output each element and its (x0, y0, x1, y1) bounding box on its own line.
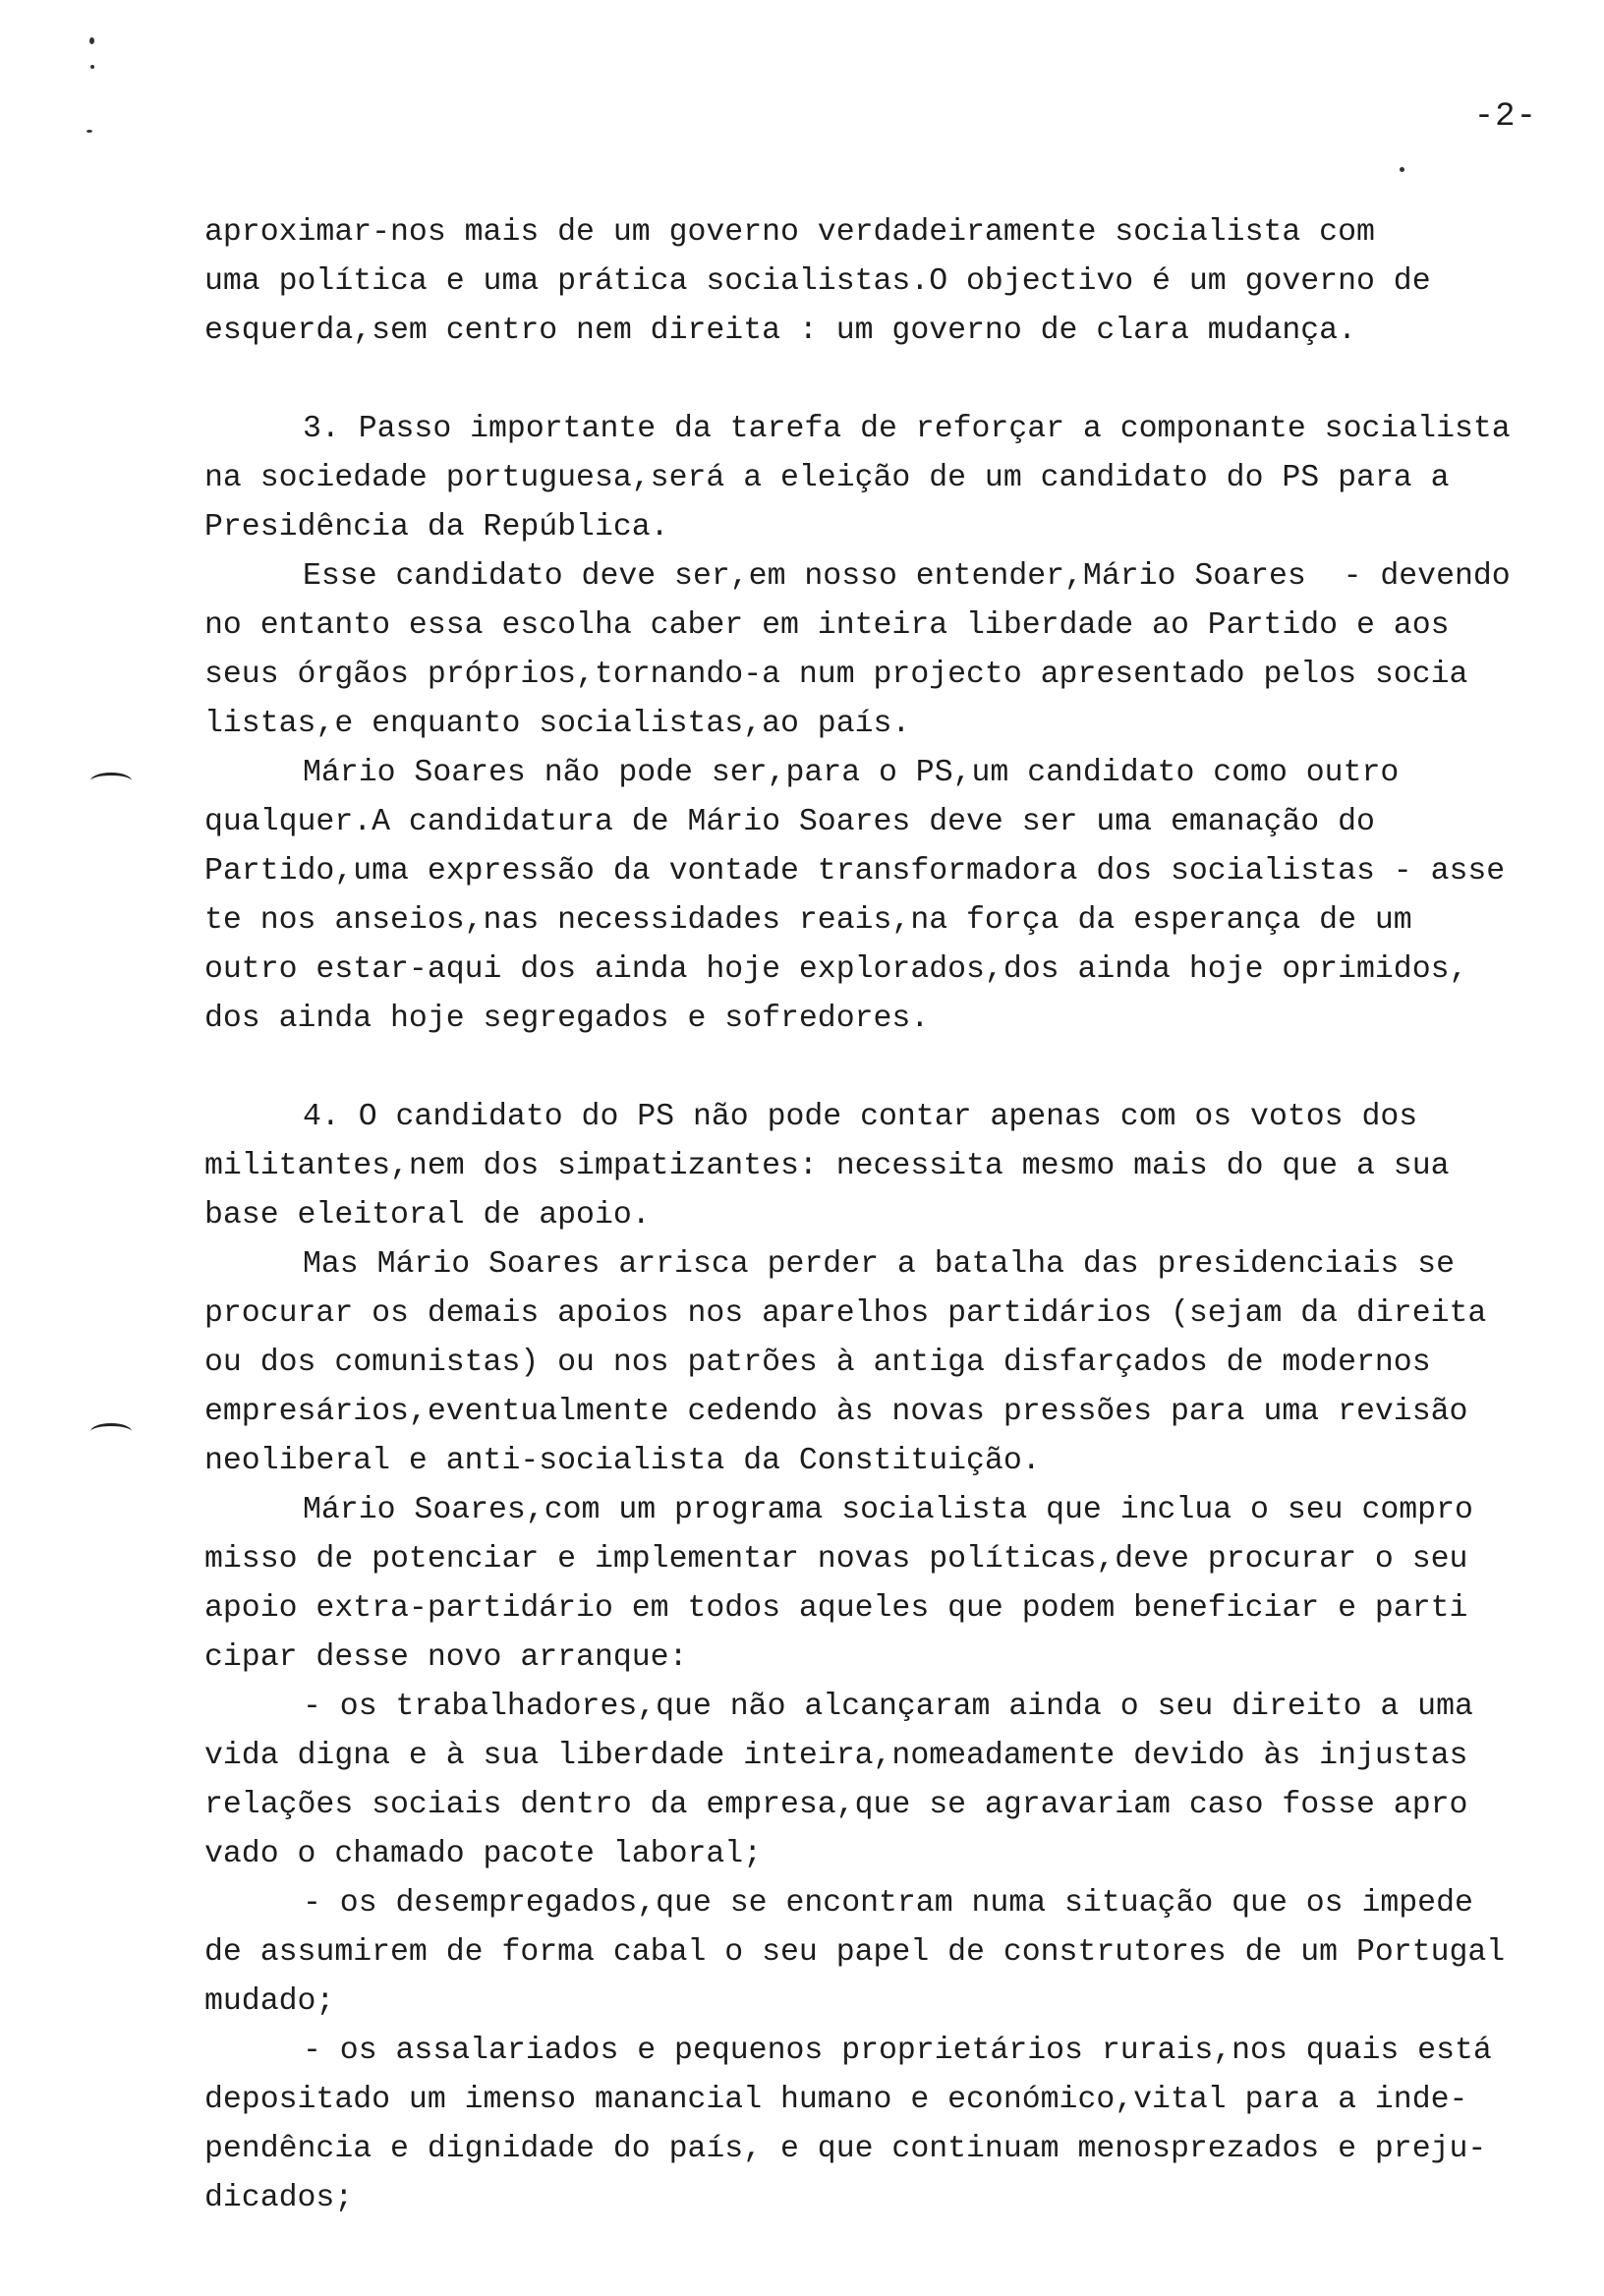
text-line: Presidência da República. (204, 510, 669, 545)
paragraph-gap (204, 356, 1604, 405)
scan-speck (89, 37, 94, 44)
scan-speck (1400, 167, 1404, 172)
text-line: cipar desse novo arranque: (204, 1640, 688, 1675)
text-line: apoio extra-partidário em todos aqueles que podem beneficiar e parti (204, 1591, 1468, 1626)
text-line: mudado; (204, 1984, 335, 2019)
text-line: relações sociais dentro da empresa,que se agravariam caso fosse apro (204, 1788, 1468, 1822)
text-line: uma política e uma prática socialistas.O objectivo é um governo de (204, 264, 1431, 299)
list-item-line: - os trabalhadores,que não alcançaram ainda o seu direito a uma (303, 1690, 1473, 1724)
text-line: te nos anseios,nas necessidades reais,na força da esperança de um (204, 903, 1412, 938)
text-line: Mário Soares não pode ser,para o PS,um candidato como outro (303, 756, 1400, 790)
text-line: Esse candidato deve ser,em nosso entender,Mário Soares - devendo (303, 559, 1511, 594)
page-number: -2- (1473, 98, 1537, 136)
text-line: vado o chamado pacote laboral; (204, 1837, 763, 1871)
text-line: vida digna e à sua liberdade inteira,nomeadamente devido às injustas (204, 1739, 1468, 1773)
text-line: dos ainda hoje segregados e sofredores. (204, 1002, 930, 1036)
text-line: no entanto essa escolha caber em inteira liberdade ao Partido e aos (204, 608, 1450, 643)
list-item-line: - os desempregados,que se encontram numa situação que os impede (303, 1886, 1473, 1921)
text-line: Mário Soares,com um programa socialista que inclua o seu compro (303, 1493, 1473, 1527)
text-line: pendência e dignidade do país, e que continuam menosprezados e preju- (204, 2132, 1487, 2166)
section-4-heading-line: 4. O candidato do PS não pode contar apenas com os votos dos (303, 1100, 1418, 1134)
text-line: misso de potenciar e implementar novas políticas,deve procurar o seu (204, 1542, 1468, 1577)
text-line: dicados; (204, 2181, 354, 2215)
text-line: empresários,eventualmente cedendo às novas pressões para uma revisão (204, 1395, 1468, 1429)
text-line: esquerda,sem centro nem direita : um governo de clara mudança. (204, 314, 1356, 348)
text-line: depositado um imenso manancial humano e económico,vital para a inde- (204, 2083, 1468, 2117)
text-line: Partido,uma expressão da vontade transformadora dos socialistas - asse (204, 854, 1506, 889)
section-3-heading-line: 3. Passo importante da tarefa de reforçar a componante socialista (303, 412, 1511, 446)
text-line: qualquer.A candidatura de Mário Soares deve ser uma emanação do (204, 805, 1375, 839)
margin-mark (90, 1423, 132, 1440)
text-line: base eleitoral de apoio. (204, 1198, 651, 1233)
document-body (204, 208, 1604, 2223)
list-item-line: - os assalariados e pequenos proprietários rurais,nos quais está (303, 2034, 1492, 2068)
scan-speck (86, 130, 92, 133)
paragraph-gap (204, 1044, 1604, 1093)
text-line: neoliberal e anti-socialista da Constituição. (204, 1444, 1041, 1478)
text-line: militantes,nem dos simpatizantes: necessita mesmo mais do que a sua (204, 1149, 1450, 1183)
text-line: de assumirem de forma cabal o seu papel de construtores de um Portugal (204, 1935, 1506, 1970)
text-line: Mas Mário Soares arrisca perder a batalha das presidenciais se (303, 1247, 1455, 1282)
margin-mark (90, 773, 132, 789)
text-line: aproximar-nos mais de um governo verdadeiramente socialista com (204, 215, 1375, 250)
text-line: seus órgãos próprios,tornando-a num projecto apresentado pelos socia (204, 658, 1468, 692)
text-line: na sociedade portuguesa,será a eleição de um candidato do PS para a (204, 461, 1450, 495)
text-line: procurar os demais apoios nos aparelhos partidários (sejam da direita (204, 1296, 1487, 1331)
text-line: listas,e enquanto socialistas,ao país. (204, 707, 911, 741)
text-line: ou dos comunistas) ou nos patrões à antiga disfarçados de modernos (204, 1346, 1431, 1380)
scan-speck (90, 65, 94, 69)
text-line: outro estar-aqui dos ainda hoje explorados,dos ainda hoje oprimidos, (204, 952, 1468, 987)
